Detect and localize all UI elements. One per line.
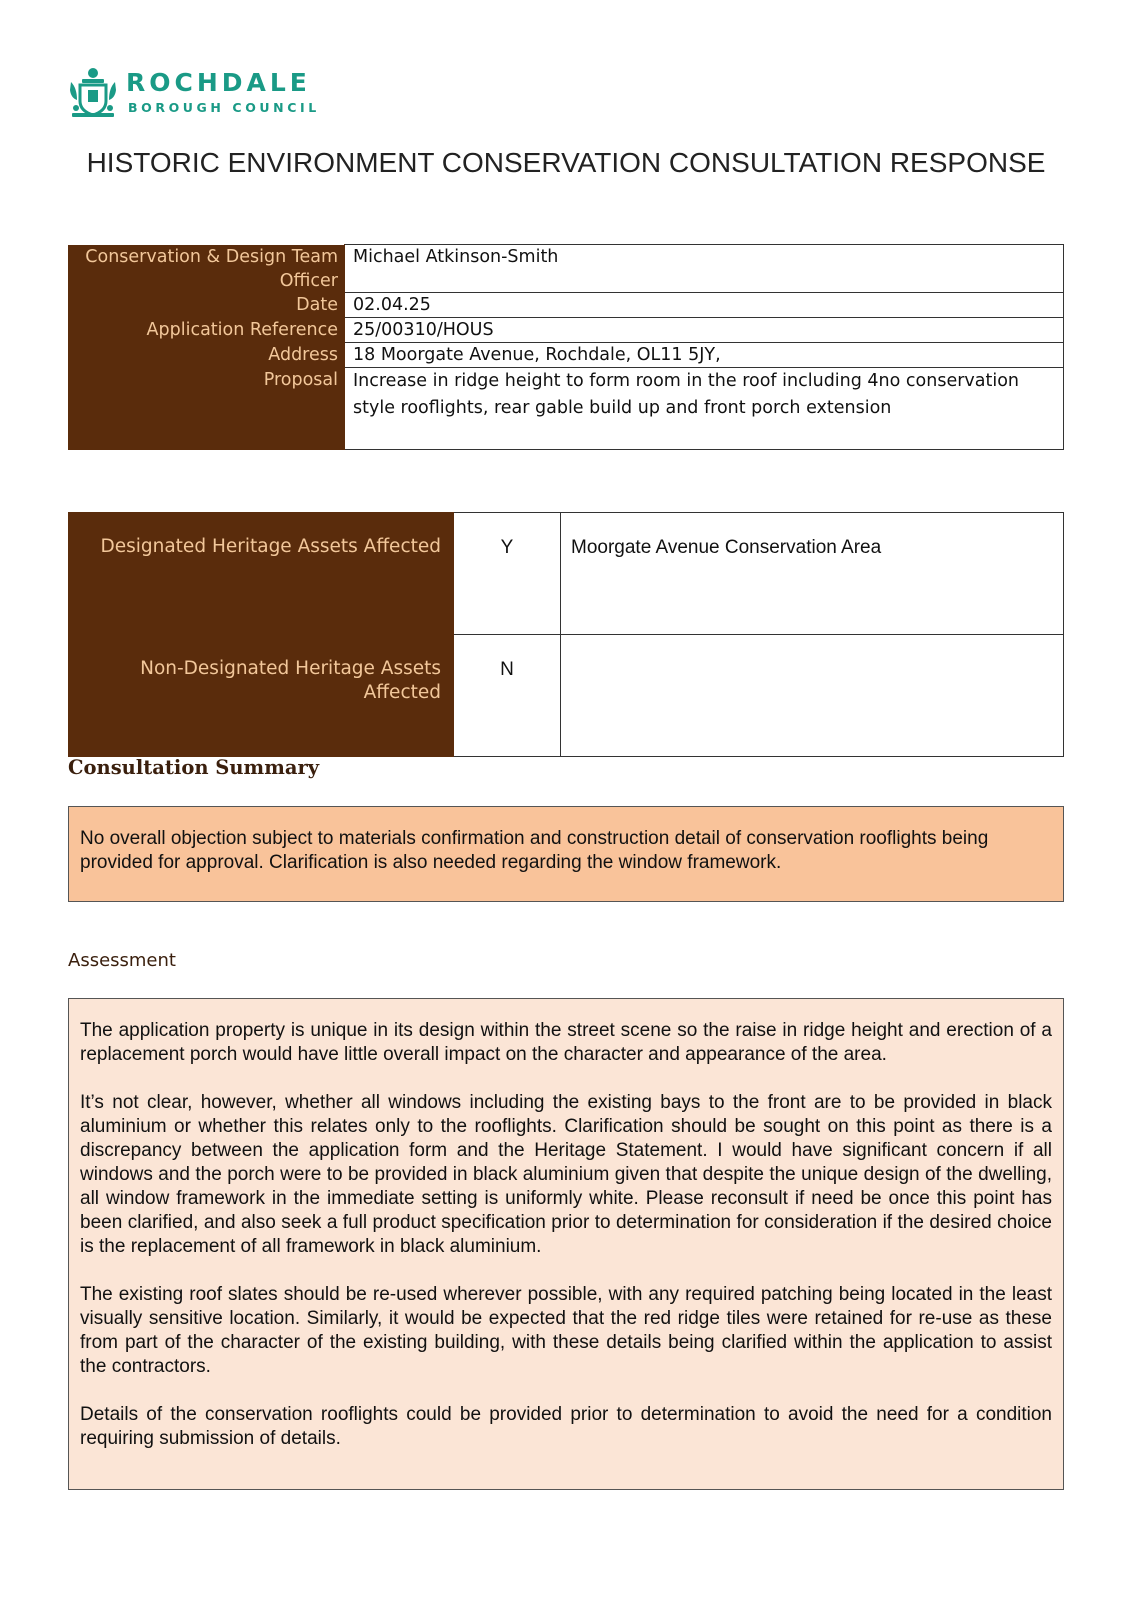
assessment-heading: Assessment bbox=[68, 950, 176, 971]
assessment-paragraph: The application property is unique in its design within the street scene so the raise in ridge height and erection of a replacement porch would have little overall impact on the character and appearance of the area. bbox=[80, 1020, 1052, 1065]
address-label: Address bbox=[69, 343, 345, 368]
reference-label: Application Reference bbox=[69, 318, 345, 343]
officer-value: Michael Atkinson-Smith bbox=[345, 245, 1064, 293]
address-row bbox=[69, 343, 1064, 368]
non-designated-flag: N bbox=[454, 635, 561, 757]
reference-row bbox=[69, 318, 1064, 343]
designated-row bbox=[69, 513, 1064, 635]
logo-subtitle: BOROUGH COUNCIL bbox=[128, 100, 320, 115]
council-crest-icon bbox=[68, 66, 118, 120]
proposal-value: Increase in ridge height to form room in the roof including 4no conservation style rooflights, rear gable build up and front porch extension bbox=[345, 368, 1064, 450]
address-value: 18 Moorgate Avenue, Rochdale, OL11 5JY, bbox=[345, 343, 1064, 368]
designated-detail: Moorgate Avenue Conservation Area bbox=[561, 513, 1064, 635]
proposal-row bbox=[69, 368, 1064, 450]
assessment-box bbox=[68, 998, 1064, 1490]
officer-label: Conservation & Design Team Officer bbox=[69, 245, 345, 293]
assessment-paragraph: The existing roof slates should be re-used wherever possible, with any required patching being located in the least visually sensitive location. Similarly, it would be expected that the red ridge tiles were retained for re-use as these from part of the character of the existing building, with these details being clarified within the application to assist the contractors. bbox=[80, 1284, 1052, 1377]
application-info-table bbox=[68, 244, 1064, 450]
page-title: HISTORIC ENVIRONMENT CONSERVATION CONSULTATION RESPONSE bbox=[86, 147, 1046, 178]
non-designated-detail bbox=[561, 635, 1064, 757]
heritage-assets-table bbox=[68, 512, 1064, 757]
assessment-paragraph: It’s not clear, however, whether all windows including the existing bays to the front are to be provided in black aluminium or whether this relates only to the rooflights. Clarification should be sought on this point as there is a discrepancy between the application form and the Heritage Statement. I would have significant concern if all windows and the porch were to be provided in black aluminium given that despite the unique design of the dwelling, all window framework in the immediate setting is uniformly white. Please reconsult if need be once this point has been clarified, and also seek a full product specification prior to determination for consideration if the desired choice is the replacement of all framework in black aluminium. bbox=[80, 1092, 1052, 1257]
non-designated-row bbox=[69, 635, 1064, 757]
officer-row bbox=[69, 245, 1064, 293]
assessment-paragraph: Details of the conservation rooflights could be provided prior to determination to avoid the need for a condition requiring submission of details. bbox=[80, 1404, 1052, 1449]
proposal-label: Proposal bbox=[69, 368, 345, 450]
designated-flag: Y bbox=[454, 513, 561, 635]
council-logo bbox=[68, 66, 328, 122]
date-row bbox=[69, 293, 1064, 318]
summary-heading: Consultation Summary bbox=[68, 756, 320, 779]
non-designated-label: Non-Designated Heritage Assets Affected bbox=[69, 635, 454, 757]
summary-box: No overall objection subject to materials confirmation and construction detail of conservation rooflights being provided for approval. Clarification is also needed regarding the window framework. bbox=[68, 806, 1064, 902]
date-value: 02.04.25 bbox=[345, 293, 1064, 318]
reference-value: 25/00310/HOUS bbox=[345, 318, 1064, 343]
date-label: Date bbox=[69, 293, 345, 318]
designated-label: Designated Heritage Assets Affected bbox=[69, 513, 454, 635]
logo-title: ROCHDALE bbox=[126, 68, 311, 97]
